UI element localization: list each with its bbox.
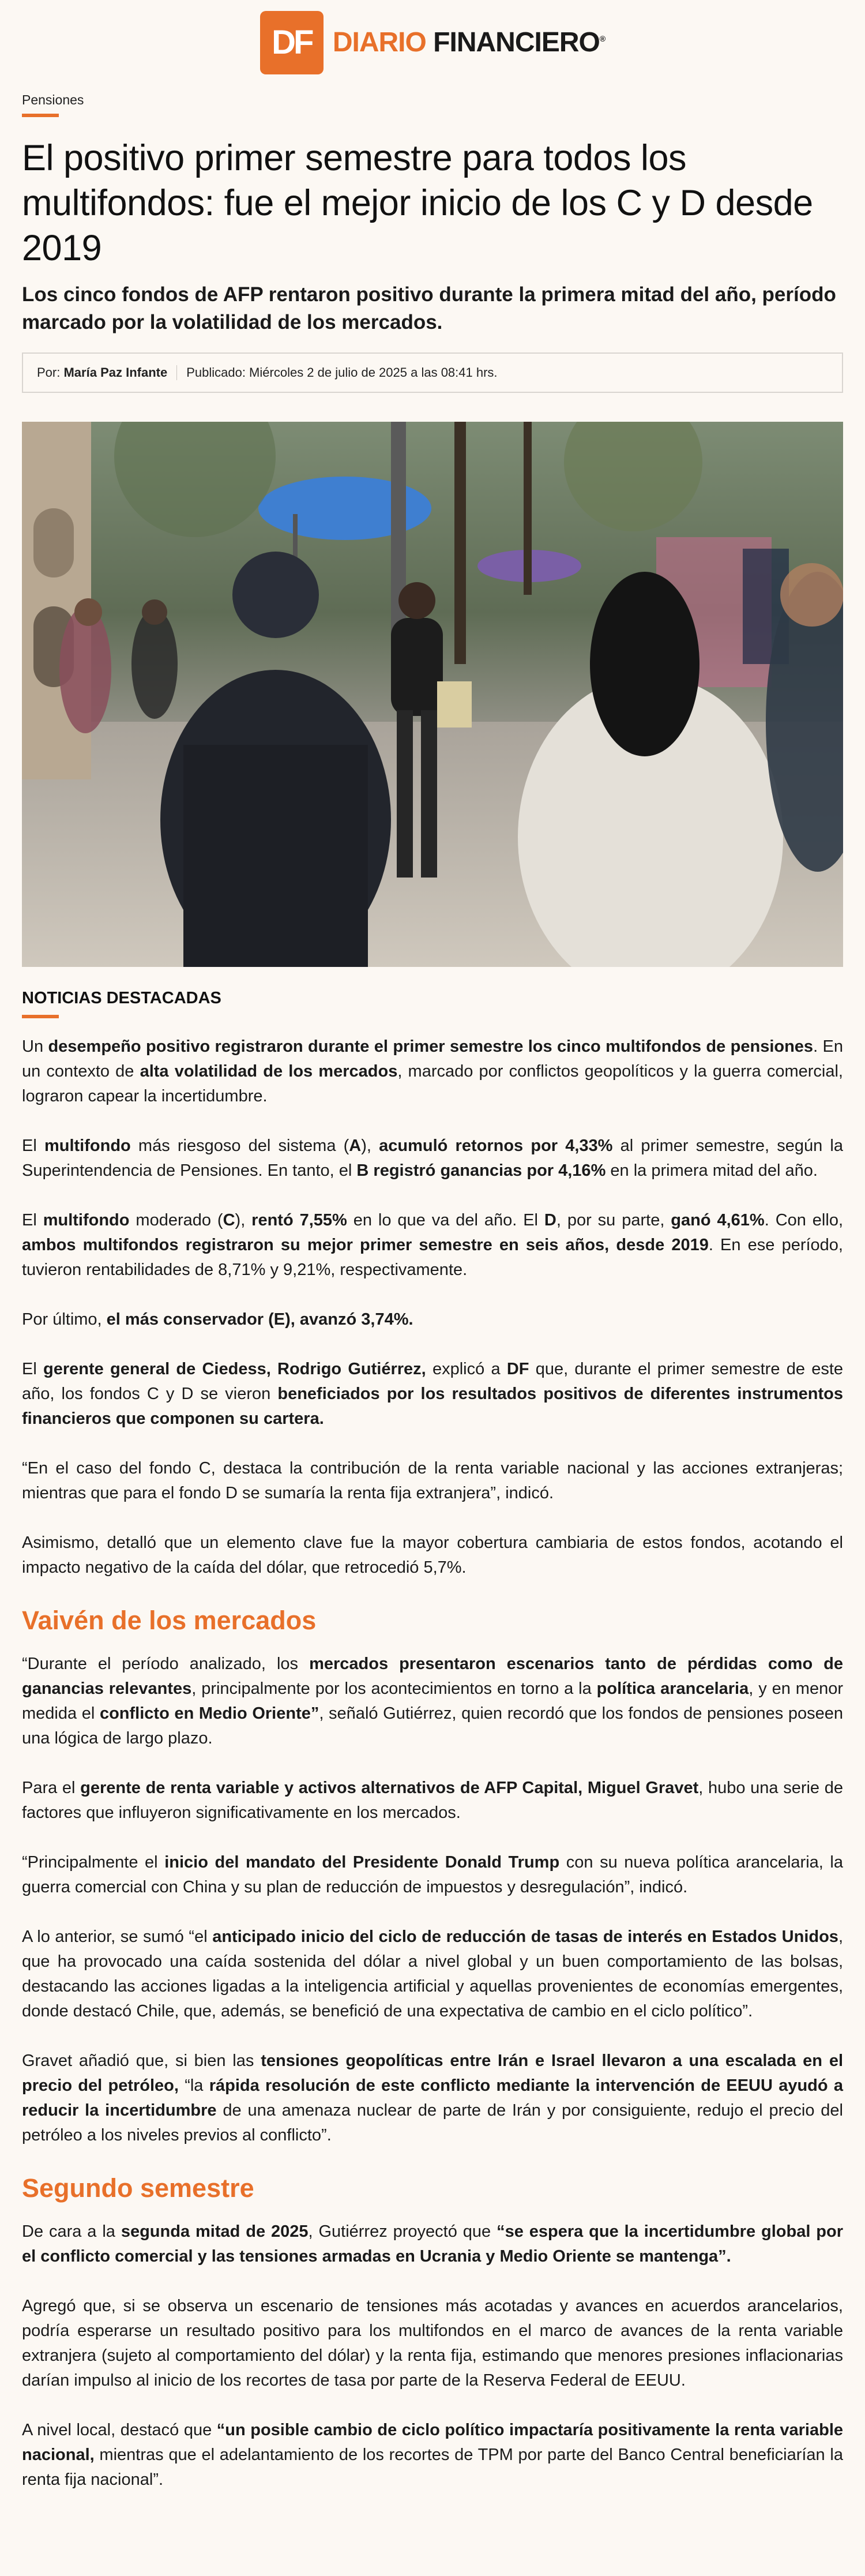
paragraph-12 <box>22 2049 843 2148</box>
text-run: . En ese período, tuvieron rentabilidades de 8,71% y 9,21%, respectivamente. <box>22 1236 843 1279</box>
text-run: Gravet añadió que, si bien las <box>22 2052 261 2070</box>
site-logo[interactable] <box>260 11 605 74</box>
text-run: ), <box>361 1137 379 1155</box>
bold-run: el más conservador (E), avanzó 3,74%. <box>106 1310 413 1329</box>
bold-run: anticipado inicio del ciclo de reducción de tasas de interés en Estados Unidos <box>212 1928 838 1946</box>
bold-run: DF <box>506 1360 529 1378</box>
paragraph-7 <box>22 1531 843 1580</box>
section-underline <box>22 114 59 117</box>
bold-run: gerente general de Ciedess, Rodrigo Gutiérrez, <box>43 1360 426 1378</box>
bold-run: rápida resolución de este conflicto mediante la intervención de EEUU ayudó a reducir la incertidumbre <box>22 2076 843 2120</box>
logo-wordmark <box>333 27 605 58</box>
text-run: A lo anterior, se sumó “el <box>22 1928 213 1946</box>
text-run: ), <box>235 1211 252 1229</box>
text-run: mientras que el adelantamiento de los recortes de TPM por parte del Banco Central beneficiarían la renta fija nacional”. <box>22 2446 843 2489</box>
paragraph-14 <box>22 2294 843 2393</box>
bold-run: segunda mitad de 2025 <box>121 2222 309 2241</box>
featured-underline <box>22 1015 59 1018</box>
text-run: A nivel local, destacó que <box>22 2421 217 2439</box>
paragraph-11 <box>22 1925 843 2024</box>
registered-mark: ® <box>599 34 606 43</box>
hero-photo-illustration <box>22 422 843 967</box>
bold-run: multifondo <box>44 1137 131 1155</box>
paragraph-15 <box>22 2418 843 2492</box>
text-run: , y en menor medida el <box>22 1679 843 1723</box>
text-run: , marcado por conflictos geopolíticos y la guerra comercial, lograron capear la incertidumbre. <box>22 1062 843 1105</box>
bold-run: acumuló retornos por 4,33% <box>379 1137 613 1155</box>
article-title: El positivo primer semestre para todos los multifondos: fue el mejor inicio de los C y D desde 2019 <box>22 138 813 268</box>
text-run: , señaló Gutiérrez, quien recordó que los fondos de pensiones poseen una lógica de largo plazo. <box>22 1704 843 1748</box>
article <box>0 85 865 2492</box>
bold-run: multifondo <box>43 1211 130 1229</box>
text-run: moderado ( <box>129 1211 223 1229</box>
paragraph-4 <box>22 1307 843 1332</box>
text-run: , principalmente por los acontecimientos en torno a la <box>191 1679 597 1698</box>
hero-image <box>22 422 843 967</box>
text-run: en lo que va del año. El <box>347 1211 544 1229</box>
article-subtitle: Los cinco fondos de AFP rentaron positivo durante la primera mitad del año, período marcado por la volatilidad de los mercados. <box>22 283 836 333</box>
bold-run: desempeño positivo registraron durante el primer semestre los cinco multifondos de pensiones <box>48 1037 814 1056</box>
bold-run: rentó 7,55% <box>251 1211 347 1229</box>
text-run: El <box>22 1137 44 1155</box>
bold-run: B registró ganancias por 4,16% <box>356 1161 606 1180</box>
text-run: en la primera mitad del año. <box>606 1161 818 1180</box>
paragraph-9 <box>22 1776 843 1825</box>
text-run: Para el <box>22 1779 81 1797</box>
bold-run: beneficiados por los resultados positivos de diferentes instrumentos financieros que componen su cartera. <box>22 1385 843 1428</box>
bold-run: “un posible cambio de ciclo político impactaría positivamente la renta variable nacional, <box>22 2421 843 2464</box>
featured-news-heading[interactable]: NOTICIAS DESTACADAS <box>22 989 221 1007</box>
text-run: explicó a <box>426 1360 507 1378</box>
text-run: , por su parte, <box>556 1211 671 1229</box>
text-run: . Con ello, <box>764 1211 844 1229</box>
text-run: Asimismo, detalló que un elemento clave fue la mayor cobertura cambiaria de estos fondos, acotando el impacto negativo de la caída del dólar, que retrocedió 5,7%. <box>22 1533 843 1577</box>
byline-divider <box>176 365 177 380</box>
text-run: “Durante el período analizado, los <box>22 1655 310 1673</box>
section-link[interactable]: Pensiones <box>22 92 84 107</box>
logo-word-2: FINANCIERO <box>433 27 600 58</box>
bold-run: gerente de renta variable y activos alternativos de AFP Capital, Miguel Gravet <box>80 1779 699 1797</box>
subheading-segundo-semestre: Segundo semestre <box>22 2173 254 2203</box>
text-run: “En el caso del fondo C, destaca la contribución de la renta variable nacional y las acciones extranjeras; mientras que para el fondo D se sumaría la renta fija extranjera”, indicó. <box>22 1459 843 1502</box>
text-run: , hubo una serie de factores que influyeron significativamente en los mercados. <box>22 1779 843 1822</box>
text-run: De cara a la <box>22 2222 121 2241</box>
bold-run: política arancelaria <box>596 1679 749 1698</box>
byline <box>22 353 843 393</box>
paragraph-2 <box>22 1134 843 1183</box>
text-run: de una amenaza nuclear de parte de Irán y por consiguiente, redujo el precio del petróleo a los niveles previos al conflicto”. <box>22 2101 843 2144</box>
text-run: El <box>22 1211 43 1229</box>
text-run: Un <box>22 1037 48 1056</box>
subheading-vaiven: Vaivén de los mercados <box>22 1606 317 1635</box>
bold-run: tensiones geopolíticas entre Irán e Israel llevaron a una escalada en el precio del petróleo, <box>22 2052 843 2095</box>
logo-mark: DF <box>260 11 324 74</box>
bold-run: ambos multifondos registraron su mejor primer semestre en seis años, desde 2019 <box>22 1236 709 1254</box>
text-run: que, durante el primer semestre de este año, los fondos C y D se vieron <box>22 1360 844 1403</box>
byline-prefix: Por: <box>37 365 61 380</box>
paragraph-13 <box>22 2219 843 2269</box>
bold-run: mercados presentaron escenarios tanto de pérdidas como de ganancias relevantes <box>22 1655 844 1698</box>
bold-run: inicio del mandato del Presidente Donald Trump <box>164 1853 560 1872</box>
text-run: , Gutiérrez proyectó que <box>308 2222 497 2241</box>
paragraph-1 <box>22 1034 843 1109</box>
text-run: “la <box>178 2076 209 2095</box>
paragraph-8 <box>22 1652 843 1751</box>
logo-word-1: DIARIO <box>332 27 426 58</box>
text-run: Por último, <box>22 1310 107 1329</box>
paragraph-10 <box>22 1850 843 1900</box>
bold-run: A <box>349 1137 362 1155</box>
text-run: Agregó que, si se observa un escenario de tensiones más acotadas y avances en acuerdos arancelarios, podría esperarse un resultado positivo para los multifondos en el marco de avances de la renta variable extranjera (sujeto al comportamiento del dólar) y la renta fija, estimando que menores presiones inflacionarias darían impulso al inicio de los recortes de tasa por parte de la Reserva Federal de EEUU. <box>22 2297 843 2390</box>
paragraph-6 <box>22 1456 843 1506</box>
text-run: “Principalmente el <box>22 1853 165 1872</box>
text-run: . En un contexto de <box>22 1037 843 1081</box>
text-run: al primer semestre, según la Superintendencia de Pensiones. En tanto, el <box>22 1137 843 1180</box>
paragraph-5 <box>22 1357 843 1431</box>
paragraph-3 <box>22 1208 843 1283</box>
bold-run: alta volatilidad de los mercados <box>140 1062 398 1081</box>
bold-run: conflicto en Medio Oriente” <box>99 1704 319 1723</box>
bold-run: “se espera que la incertidumbre global por el conflicto comercial y las tensiones armadas en Ucrania y Medio Oriente se mantenga”. <box>22 2222 843 2266</box>
published-date: Publicado: Miércoles 2 de julio de 2025 a las 08:41 hrs. <box>186 365 498 380</box>
text-run: , que ha provocado una caída sostenida del dólar a nivel global y un buen comportamiento de las bolsas, destacando las acciones ligadas a la inteligencia artificial y aquellas provenientes de economías emergentes, donde destacó Chile, que, además, se benefició de una expectativa de cambio en el ciclo político”. <box>22 1928 843 2020</box>
text-run: El <box>22 1360 44 1378</box>
bold-run: C <box>223 1211 235 1229</box>
text-run: con su nueva política arancelaria, la guerra comercial con China y su plan de reducción de impuestos y desregulación”, indicó. <box>22 1853 843 1896</box>
bold-run: ganó 4,61% <box>671 1211 765 1229</box>
site-header <box>0 0 865 85</box>
text-run: más riesgoso del sistema ( <box>130 1137 349 1155</box>
author-name[interactable]: María Paz Infante <box>63 365 168 380</box>
bold-run: D <box>544 1211 556 1229</box>
